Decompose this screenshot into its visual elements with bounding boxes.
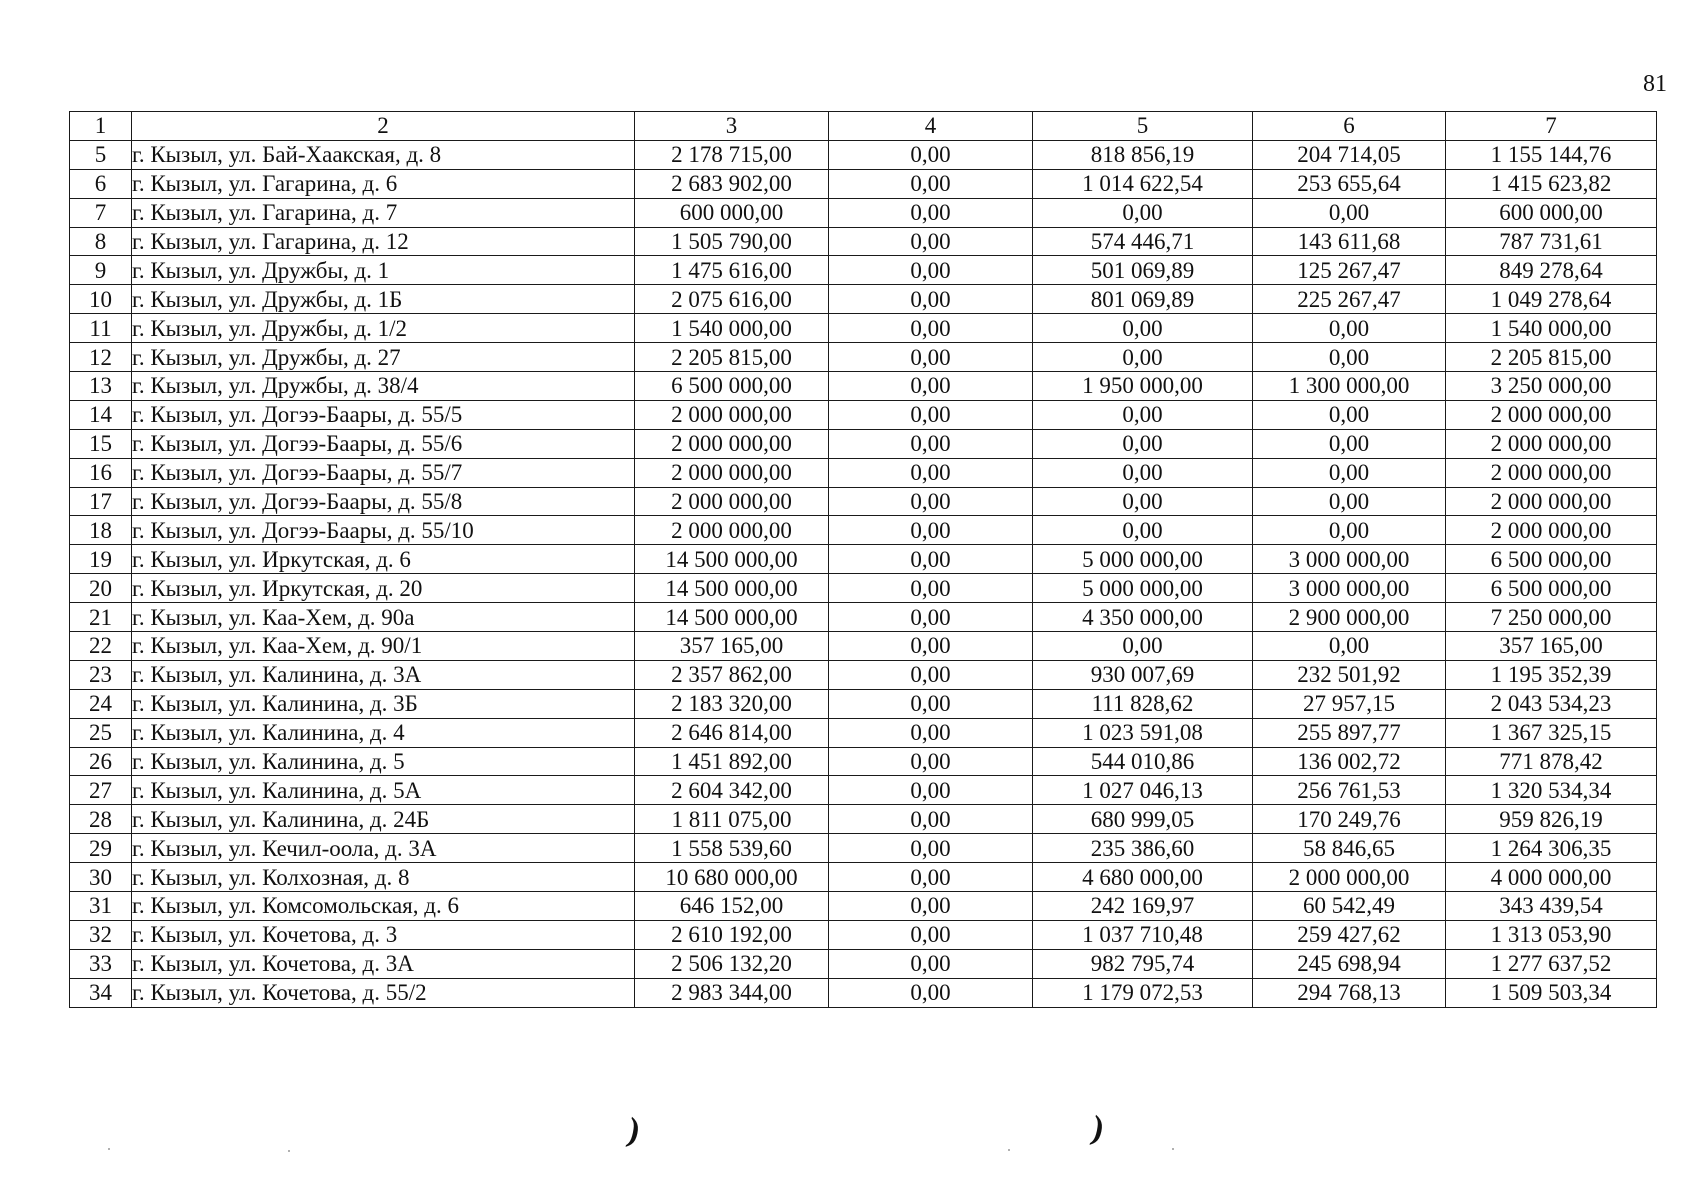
amount-cell: 1 277 637,52 <box>1446 949 1657 978</box>
table-row <box>70 516 1657 545</box>
amount-cell: 0,00 <box>1033 516 1253 545</box>
address-cell: г. Кызыл, ул. Догээ-Баары, д. 55/6 <box>132 429 635 458</box>
amount-cell: 3 000 000,00 <box>1253 545 1446 574</box>
amount-cell: 501 069,89 <box>1033 256 1253 285</box>
row-number-cell: 19 <box>70 545 132 574</box>
amount-cell: 242 169,97 <box>1033 892 1253 921</box>
table-row <box>70 747 1657 776</box>
amount-cell: 6 500 000,00 <box>1446 545 1657 574</box>
table-row <box>70 834 1657 863</box>
row-number-cell: 13 <box>70 372 132 401</box>
address-cell: г. Кызыл, ул. Догээ-Баары, д. 55/7 <box>132 458 635 487</box>
amount-cell: 1 451 892,00 <box>635 747 829 776</box>
amount-cell: 2 000 000,00 <box>635 516 829 545</box>
amount-cell: 2 000 000,00 <box>635 429 829 458</box>
row-number-cell: 21 <box>70 603 132 632</box>
address-cell: г. Кызыл, ул. Иркутская, д. 20 <box>132 574 635 603</box>
address-cell: г. Кызыл, ул. Калинина, д. 5А <box>132 776 635 805</box>
amount-cell: 125 267,47 <box>1253 256 1446 285</box>
amount-cell: 2 357 862,00 <box>635 660 829 689</box>
handwritten-mark: ) <box>1088 1109 1108 1148</box>
amount-cell: 2 000 000,00 <box>1446 400 1657 429</box>
scan-speck <box>288 1150 290 1152</box>
address-cell: г. Кызыл, ул. Дружбы, д. 1/2 <box>132 314 635 343</box>
table-row <box>70 400 1657 429</box>
amount-cell: 357 165,00 <box>635 632 829 661</box>
amount-cell: 2 178 715,00 <box>635 140 829 169</box>
amount-cell: 136 002,72 <box>1253 747 1446 776</box>
amount-cell: 357 165,00 <box>1446 632 1657 661</box>
amount-cell: 0,00 <box>1253 516 1446 545</box>
amount-cell: 1 540 000,00 <box>635 314 829 343</box>
amount-cell: 225 267,47 <box>1253 285 1446 314</box>
amount-cell: 646 152,00 <box>635 892 829 921</box>
row-number-cell: 16 <box>70 458 132 487</box>
amount-cell: 0,00 <box>829 747 1033 776</box>
row-number-cell: 17 <box>70 487 132 516</box>
amount-cell: 0,00 <box>829 978 1033 1007</box>
amount-cell: 0,00 <box>1033 314 1253 343</box>
amount-cell: 0,00 <box>829 718 1033 747</box>
row-number-cell: 9 <box>70 256 132 285</box>
amount-cell: 204 714,05 <box>1253 140 1446 169</box>
amount-cell: 1 509 503,34 <box>1446 978 1657 1007</box>
amount-cell: 2 000 000,00 <box>1446 458 1657 487</box>
address-cell: г. Кызыл, ул. Дружбы, д. 27 <box>132 343 635 372</box>
amount-cell: 1 540 000,00 <box>1446 314 1657 343</box>
amount-cell: 0,00 <box>829 400 1033 429</box>
amount-cell: 0,00 <box>1033 198 1253 227</box>
column-header: 4 <box>829 112 1033 141</box>
amount-cell: 4 680 000,00 <box>1033 863 1253 892</box>
address-cell: г. Кызыл, ул. Калинина, д. 4 <box>132 718 635 747</box>
row-number-cell: 10 <box>70 285 132 314</box>
table-header-row <box>70 112 1657 141</box>
address-cell: г. Кызыл, ул. Иркутская, д. 6 <box>132 545 635 574</box>
column-header: 6 <box>1253 112 1446 141</box>
amount-cell: 1 313 053,90 <box>1446 920 1657 949</box>
table-row <box>70 169 1657 198</box>
amount-cell: 2 205 815,00 <box>635 343 829 372</box>
column-header: 2 <box>132 112 635 141</box>
amount-cell: 0,00 <box>829 834 1033 863</box>
row-number-cell: 11 <box>70 314 132 343</box>
address-cell: г. Кызыл, ул. Гагарина, д. 12 <box>132 227 635 256</box>
row-number-cell: 6 <box>70 169 132 198</box>
amount-cell: 1 320 534,34 <box>1446 776 1657 805</box>
amount-cell: 7 250 000,00 <box>1446 603 1657 632</box>
amount-cell: 544 010,86 <box>1033 747 1253 776</box>
amount-cell: 771 878,42 <box>1446 747 1657 776</box>
table-row <box>70 285 1657 314</box>
amount-cell: 1 195 352,39 <box>1446 660 1657 689</box>
address-cell: г. Кызыл, ул. Калинина, д. 24Б <box>132 805 635 834</box>
row-number-cell: 8 <box>70 227 132 256</box>
row-number-cell: 32 <box>70 920 132 949</box>
amount-cell: 5 000 000,00 <box>1033 545 1253 574</box>
amount-cell: 1 367 325,15 <box>1446 718 1657 747</box>
amount-cell: 2 604 342,00 <box>635 776 829 805</box>
amount-cell: 2 043 534,23 <box>1446 689 1657 718</box>
table-row <box>70 603 1657 632</box>
amount-cell: 0,00 <box>829 689 1033 718</box>
amount-cell: 0,00 <box>829 198 1033 227</box>
address-cell: г. Кызыл, ул. Гагарина, д. 7 <box>132 198 635 227</box>
row-number-cell: 18 <box>70 516 132 545</box>
amount-cell: 2 000 000,00 <box>1253 863 1446 892</box>
amount-cell: 2 000 000,00 <box>635 400 829 429</box>
amount-cell: 4 000 000,00 <box>1446 863 1657 892</box>
address-cell: г. Кызыл, ул. Каа-Хем, д. 90а <box>132 603 635 632</box>
amount-cell: 849 278,64 <box>1446 256 1657 285</box>
amount-cell: 14 500 000,00 <box>635 545 829 574</box>
amount-cell: 3 000 000,00 <box>1253 574 1446 603</box>
table-row <box>70 863 1657 892</box>
amount-cell: 232 501,92 <box>1253 660 1446 689</box>
row-number-cell: 31 <box>70 892 132 921</box>
amount-cell: 0,00 <box>829 545 1033 574</box>
amount-cell: 0,00 <box>829 343 1033 372</box>
table-row <box>70 227 1657 256</box>
amount-cell: 170 249,76 <box>1253 805 1446 834</box>
table-row <box>70 574 1657 603</box>
data-table <box>69 111 1657 1008</box>
amount-cell: 253 655,64 <box>1253 169 1446 198</box>
amount-cell: 2 205 815,00 <box>1446 343 1657 372</box>
table-row <box>70 978 1657 1007</box>
amount-cell: 0,00 <box>829 516 1033 545</box>
amount-cell: 0,00 <box>1033 429 1253 458</box>
amount-cell: 1 037 710,48 <box>1033 920 1253 949</box>
table-row <box>70 776 1657 805</box>
amount-cell: 143 611,68 <box>1253 227 1446 256</box>
amount-cell: 0,00 <box>829 776 1033 805</box>
amount-cell: 6 500 000,00 <box>635 372 829 401</box>
amount-cell: 6 500 000,00 <box>1446 574 1657 603</box>
amount-cell: 1 179 072,53 <box>1033 978 1253 1007</box>
amount-cell: 2 000 000,00 <box>635 458 829 487</box>
amount-cell: 0,00 <box>829 487 1033 516</box>
table-row <box>70 892 1657 921</box>
amount-cell: 0,00 <box>1253 632 1446 661</box>
row-number-cell: 26 <box>70 747 132 776</box>
amount-cell: 600 000,00 <box>1446 198 1657 227</box>
column-header: 7 <box>1446 112 1657 141</box>
table-row <box>70 949 1657 978</box>
amount-cell: 259 427,62 <box>1253 920 1446 949</box>
address-cell: г. Кызыл, ул. Кечил-оола, д. 3А <box>132 834 635 863</box>
table-row <box>70 314 1657 343</box>
amount-cell: 14 500 000,00 <box>635 603 829 632</box>
address-cell: г. Кызыл, ул. Калинина, д. 3А <box>132 660 635 689</box>
amount-cell: 1 505 790,00 <box>635 227 829 256</box>
amount-cell: 0,00 <box>1033 458 1253 487</box>
amount-cell: 2 000 000,00 <box>1446 429 1657 458</box>
amount-cell: 2 900 000,00 <box>1253 603 1446 632</box>
address-cell: г. Кызыл, ул. Колхозная, д. 8 <box>132 863 635 892</box>
amount-cell: 0,00 <box>1253 400 1446 429</box>
scan-speck <box>108 1148 110 1150</box>
amount-cell: 0,00 <box>1033 487 1253 516</box>
address-cell: г. Кызыл, ул. Калинина, д. 5 <box>132 747 635 776</box>
amount-cell: 0,00 <box>829 892 1033 921</box>
table-body <box>70 140 1657 1007</box>
amount-cell: 294 768,13 <box>1253 978 1446 1007</box>
amount-cell: 0,00 <box>829 632 1033 661</box>
row-number-cell: 28 <box>70 805 132 834</box>
table-row <box>70 429 1657 458</box>
row-number-cell: 23 <box>70 660 132 689</box>
address-cell: г. Кызыл, ул. Дружбы, д. 1 <box>132 256 635 285</box>
row-number-cell: 27 <box>70 776 132 805</box>
amount-cell: 2 646 814,00 <box>635 718 829 747</box>
row-number-cell: 5 <box>70 140 132 169</box>
amount-cell: 600 000,00 <box>635 198 829 227</box>
amount-cell: 0,00 <box>829 227 1033 256</box>
address-cell: г. Кызыл, ул. Бай-Хаакская, д. 8 <box>132 140 635 169</box>
amount-cell: 930 007,69 <box>1033 660 1253 689</box>
table-row <box>70 458 1657 487</box>
amount-cell: 0,00 <box>829 169 1033 198</box>
amount-cell: 2 075 616,00 <box>635 285 829 314</box>
column-header: 3 <box>635 112 829 141</box>
amount-cell: 0,00 <box>1253 343 1446 372</box>
table-row <box>70 198 1657 227</box>
amount-cell: 1 027 046,13 <box>1033 776 1253 805</box>
row-number-cell: 24 <box>70 689 132 718</box>
table-row <box>70 545 1657 574</box>
address-cell: г. Кызыл, ул. Калинина, д. 3Б <box>132 689 635 718</box>
row-number-cell: 34 <box>70 978 132 1007</box>
table-row <box>70 805 1657 834</box>
amount-cell: 982 795,74 <box>1033 949 1253 978</box>
amount-cell: 14 500 000,00 <box>635 574 829 603</box>
amount-cell: 0,00 <box>829 256 1033 285</box>
amount-cell: 0,00 <box>829 140 1033 169</box>
amount-cell: 2 506 132,20 <box>635 949 829 978</box>
amount-cell: 0,00 <box>829 285 1033 314</box>
amount-cell: 2 610 192,00 <box>635 920 829 949</box>
row-number-cell: 14 <box>70 400 132 429</box>
table-row <box>70 372 1657 401</box>
column-header: 1 <box>70 112 132 141</box>
amount-cell: 1 155 144,76 <box>1446 140 1657 169</box>
amount-cell: 0,00 <box>829 372 1033 401</box>
row-number-cell: 15 <box>70 429 132 458</box>
amount-cell: 0,00 <box>829 603 1033 632</box>
amount-cell: 680 999,05 <box>1033 805 1253 834</box>
amount-cell: 1 811 075,00 <box>635 805 829 834</box>
table-row <box>70 718 1657 747</box>
address-cell: г. Кызыл, ул. Догээ-Баары, д. 55/8 <box>132 487 635 516</box>
amount-cell: 0,00 <box>1253 198 1446 227</box>
amount-cell: 0,00 <box>829 949 1033 978</box>
column-header: 5 <box>1033 112 1253 141</box>
amount-cell: 2 000 000,00 <box>635 487 829 516</box>
amount-cell: 1 415 623,82 <box>1446 169 1657 198</box>
address-cell: г. Кызыл, ул. Гагарина, д. 6 <box>132 169 635 198</box>
amount-cell: 0,00 <box>1253 458 1446 487</box>
handwritten-mark: ) <box>624 1111 644 1150</box>
table-row <box>70 660 1657 689</box>
address-cell: г. Кызыл, ул. Догээ-Баары, д. 55/10 <box>132 516 635 545</box>
page-number: 81 <box>1643 71 1667 97</box>
address-cell: г. Кызыл, ул. Догээ-Баары, д. 55/5 <box>132 400 635 429</box>
scan-speck <box>1172 1148 1174 1150</box>
amount-cell: 801 069,89 <box>1033 285 1253 314</box>
amount-cell: 0,00 <box>1033 400 1253 429</box>
row-number-cell: 7 <box>70 198 132 227</box>
amount-cell: 5 000 000,00 <box>1033 574 1253 603</box>
row-number-cell: 25 <box>70 718 132 747</box>
amount-cell: 2 000 000,00 <box>1446 516 1657 545</box>
scan-speck <box>1008 1149 1010 1151</box>
row-number-cell: 20 <box>70 574 132 603</box>
amount-cell: 27 957,15 <box>1253 689 1446 718</box>
amount-cell: 255 897,77 <box>1253 718 1446 747</box>
row-number-cell: 22 <box>70 632 132 661</box>
table-row <box>70 343 1657 372</box>
amount-cell: 1 264 306,35 <box>1446 834 1657 863</box>
amount-cell: 0,00 <box>1253 314 1446 343</box>
amount-cell: 1 014 622,54 <box>1033 169 1253 198</box>
amount-cell: 0,00 <box>829 574 1033 603</box>
amount-cell: 2 983 344,00 <box>635 978 829 1007</box>
amount-cell: 0,00 <box>1253 429 1446 458</box>
amount-cell: 1 475 616,00 <box>635 256 829 285</box>
amount-cell: 58 846,65 <box>1253 834 1446 863</box>
amount-cell: 10 680 000,00 <box>635 863 829 892</box>
amount-cell: 4 350 000,00 <box>1033 603 1253 632</box>
amount-cell: 0,00 <box>1033 632 1253 661</box>
amount-cell: 0,00 <box>1033 343 1253 372</box>
amount-cell: 0,00 <box>829 805 1033 834</box>
amount-cell: 0,00 <box>829 920 1033 949</box>
amount-cell: 787 731,61 <box>1446 227 1657 256</box>
amount-cell: 2 183 320,00 <box>635 689 829 718</box>
amount-cell: 959 826,19 <box>1446 805 1657 834</box>
amount-cell: 0,00 <box>829 429 1033 458</box>
table-row <box>70 487 1657 516</box>
table-row <box>70 256 1657 285</box>
row-number-cell: 29 <box>70 834 132 863</box>
address-cell: г. Кызыл, ул. Комсомольская, д. 6 <box>132 892 635 921</box>
amount-cell: 3 250 000,00 <box>1446 372 1657 401</box>
amount-cell: 0,00 <box>829 863 1033 892</box>
address-cell: г. Кызыл, ул. Дружбы, д. 1Б <box>132 285 635 314</box>
table-row <box>70 140 1657 169</box>
amount-cell: 818 856,19 <box>1033 140 1253 169</box>
amount-cell: 343 439,54 <box>1446 892 1657 921</box>
row-number-cell: 12 <box>70 343 132 372</box>
amount-cell: 574 446,71 <box>1033 227 1253 256</box>
address-cell: г. Кызыл, ул. Кочетова, д. 55/2 <box>132 978 635 1007</box>
amount-cell: 1 023 591,08 <box>1033 718 1253 747</box>
address-cell: г. Кызыл, ул. Каа-Хем, д. 90/1 <box>132 632 635 661</box>
amount-cell: 235 386,60 <box>1033 834 1253 863</box>
amount-cell: 1 558 539,60 <box>635 834 829 863</box>
amount-cell: 1 049 278,64 <box>1446 285 1657 314</box>
table-row <box>70 689 1657 718</box>
amount-cell: 245 698,94 <box>1253 949 1446 978</box>
address-cell: г. Кызыл, ул. Кочетова, д. 3А <box>132 949 635 978</box>
amount-cell: 111 828,62 <box>1033 689 1253 718</box>
row-number-cell: 30 <box>70 863 132 892</box>
amount-cell: 2 683 902,00 <box>635 169 829 198</box>
table-row <box>70 632 1657 661</box>
amount-cell: 2 000 000,00 <box>1446 487 1657 516</box>
address-cell: г. Кызыл, ул. Кочетова, д. 3 <box>132 920 635 949</box>
amount-cell: 1 950 000,00 <box>1033 372 1253 401</box>
amount-cell: 0,00 <box>829 458 1033 487</box>
amount-cell: 60 542,49 <box>1253 892 1446 921</box>
amount-cell: 0,00 <box>829 314 1033 343</box>
table-row <box>70 920 1657 949</box>
row-number-cell: 33 <box>70 949 132 978</box>
amount-cell: 1 300 000,00 <box>1253 372 1446 401</box>
amount-cell: 0,00 <box>1253 487 1446 516</box>
amount-cell: 0,00 <box>829 660 1033 689</box>
amount-cell: 256 761,53 <box>1253 776 1446 805</box>
address-cell: г. Кызыл, ул. Дружбы, д. 38/4 <box>132 372 635 401</box>
